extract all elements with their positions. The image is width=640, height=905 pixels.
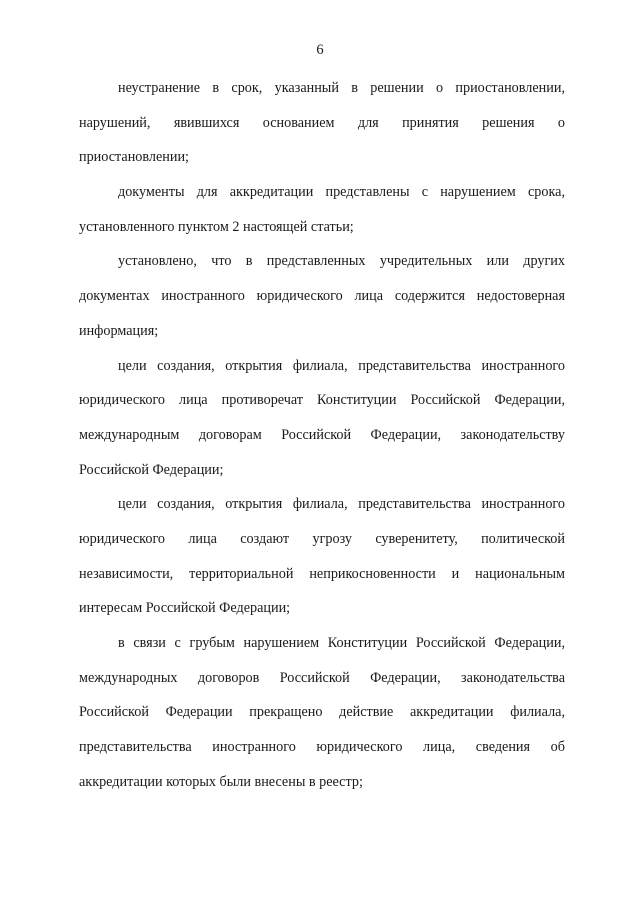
paragraph-line: Российской Федерации прекращено действие аккредитации филиала,	[79, 704, 565, 721]
paragraph-line: интересам Российской Федерации;	[79, 600, 291, 617]
paragraph-line: Российской Федерации;	[79, 461, 224, 478]
paragraph-line: неустранение в срок, указанный в решении о приостановлении,	[118, 80, 565, 96]
paragraph-line: установлено, что в представленных учредительных или других	[118, 253, 565, 270]
paragraph-line: юридического лица создают угрозу суверенитету, политической	[79, 530, 565, 547]
paragraph-line: цели создания, открытия филиала, представительства иностранного	[118, 496, 565, 513]
paragraph-line: цели создания, открытия филиала, представительства иностранного	[118, 357, 565, 374]
paragraph-line: установленного пунктом 2 настоящей статьи;	[79, 218, 354, 235]
paragraph-line: информация;	[79, 322, 159, 339]
paragraph-line: представительства иностранного юридического лица, сведения об	[79, 739, 565, 756]
page-number: 6	[316, 42, 324, 58]
paragraph-line: нарушений, явившихся основанием для принятия решения о	[79, 114, 565, 131]
paragraph-line: документы для аккредитации представлены с нарушением срока,	[118, 184, 565, 201]
document-body	[79, 77, 565, 805]
paragraph-line: документах иностранного юридического лица содержится недостоверная	[79, 288, 565, 305]
paragraph-line: юридического лица противоречат Конституции Российской Федерации,	[79, 392, 565, 409]
paragraph-line: независимости, территориальной неприкосновенности и национальным	[79, 565, 565, 582]
paragraph-line: международных договоров Российской Федерации, законодательства	[79, 669, 565, 686]
paragraph-line: в связи с грубым нарушением Конституции Российской Федерации,	[118, 635, 565, 651]
paragraph-line: приостановлении;	[79, 149, 189, 166]
paragraph-line: аккредитации которых были внесены в реестр;	[79, 773, 363, 790]
paragraph-line: международным договорам Российской Федерации, законодательству	[79, 426, 565, 443]
